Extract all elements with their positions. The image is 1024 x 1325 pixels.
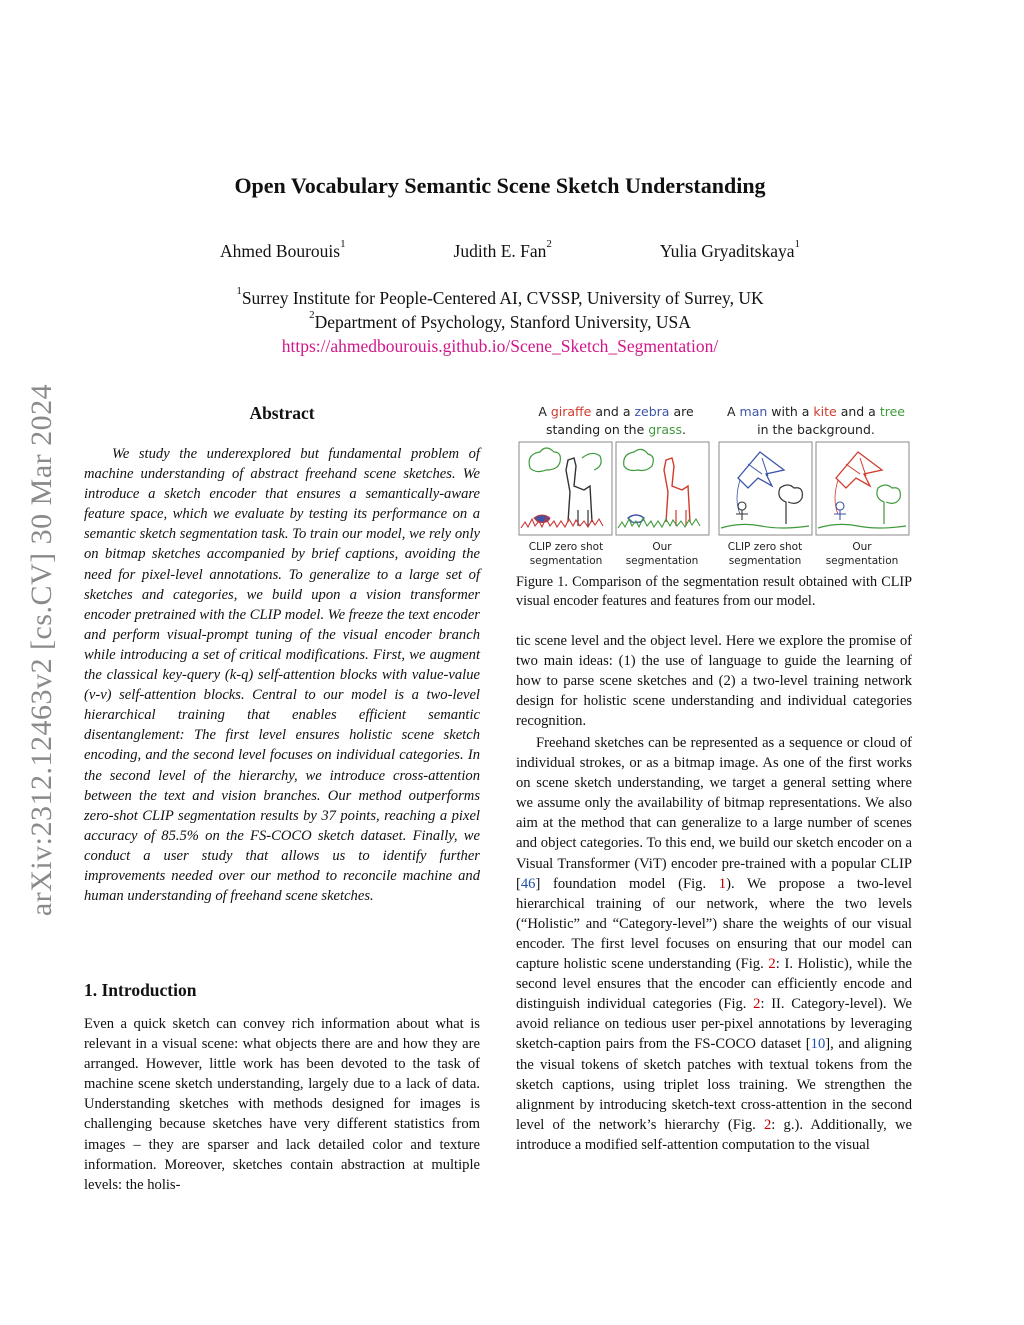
arxiv-identifier: [22, 350, 62, 950]
sketch-panel-clip-kite: [719, 442, 812, 535]
figure-caption-right-line2: in the background.: [757, 422, 875, 437]
panel-label-4a: Our: [852, 541, 872, 553]
figure-1: [516, 400, 912, 615]
sketch-panel-ours-giraffe: [616, 442, 709, 535]
author: Yulia Gryaditskaya$^1$: [659, 238, 800, 261]
figure-reference-link[interactable]: 2: [764, 1116, 772, 1133]
figure-caption-right-line1: A man with a kite and a tree: [727, 404, 905, 419]
panel-label-4b: segmentation: [825, 555, 899, 567]
sketch-panel-clip-giraffe: [519, 442, 612, 535]
project-url-link[interactable]: https://ahmedbourouis.github.io/Scene_Sketch_Segmentation/: [281, 336, 719, 356]
intro-paragraph-2: Freehand sketches can be represented as a sequence or cloud of individual strokes, or as a bitmap image. As one of the first works on scene sketch understanding, we target a general setting where we assume only the availability of bitmap representations. We also aim at the method that can generalize to a large number of scenes and object categories. To this end, we build our sketch encoder on a Visual Transformer (ViT) encoder pre-trained with a popular CLIP [46] foundation model (Fig. 1). We propose a two-level hierarchical training of our network, where the two levels (“Holistic” and “Category-level”) share the weights of our visual encoder. The first level focuses on ensuring that our model can capture holistic scene understanding (Fig. 2: I. Holistic), while the second level ensures that the encoder can efficiently encode and distinguish individual categories (Fig. 2: II. Category-level). We avoid reliance on tedious user per-pixel annotations by leveraging sketch-caption pairs from the FS-COCO dataset [10], and aligning the visual tokens of sketch patches with textual tokens from the sketch captions, using triplet loss training. We strengthen the alignment by introducing sketch-text cross-attention in the second level of the network’s hierarchy (Fig. 2: g.). Additionally, we introduce a modified self-attention computation to the visual: [516, 735, 912, 1153]
panel-label-2a: Our: [652, 541, 672, 553]
figure-reference-link[interactable]: 1: [718, 875, 727, 892]
panel-label-3b: segmentation: [728, 555, 802, 567]
panel-label-2b: segmentation: [625, 555, 699, 567]
figure-reference-link[interactable]: 2: [753, 996, 761, 1013]
paper-title: Open Vocabulary Semantic Scene Sketch Understanding: [234, 173, 766, 198]
citation-link[interactable]: 10: [810, 1036, 826, 1053]
panel-label-3a: CLIP zero shot: [727, 541, 803, 553]
figure-1-illustration: [516, 400, 912, 575]
figure-reference-link[interactable]: 2: [768, 956, 776, 973]
author-list: [220, 238, 800, 262]
figure-1-caption: Figure 1. Comparison of the segmentation result obtained with CLIP visual encoder features and features from our model.: [516, 574, 912, 609]
intro-paragraph: Even a quick sketch can convey rich information about what is relevant in a visual scene: what objects there are and how they are arranged. However, little work has been devoted to the task of machine scene sketch understanding, largely due to a lack of data. Understanding sketches with methods designed for images is challenging because sketches have very different statistics from images – they are sparser and lack detailed color and texture information. Moreover, sketches contain abstraction at multiple levels: the holis-: [84, 1016, 480, 1193]
arxiv-identifier-text: arXiv:2312.12463v2 [cs.CV] 30 Mar 2024: [25, 383, 58, 917]
abstract-text: We study the underexplored but fundamental problem of machine understanding of abstract freehand scene sketches. We introduce a sketch encoder that ensures a semantically-aware feature space, which we evaluate by testing its performance on a semantic sketch segmentation task. To train our model, we rely only on bitmap sketches accompanied by brief captions, avoiding the need for pixel-level annotations. To generalize to a large set of sketches and categories, we build upon a vision transformer encoder pretrained with the CLIP model. We freeze the text encoder and perform visual-prompt tuning of the visual encoder branch while introducing a set of critical modifications. First, we augment the classical key-query (k-q) self-attention blocks with value-value (v-v) self-attention blocks. Central to our model is a two-level hierarchical training that enables efficient semantic disentanglement: The first level ensures holistic scene sketch encoding, and the second level focuses on individual categories. In the second level of the hierarchy, we introduce cross-attention between the text and vision branches. Our method outperforms zero-shot CLIP segmentation results by 37 points, reaching a pixel accuracy of 85.5% on the FS-COCO sketch dataset. Finally, we conduct a user study that allows us to identify further improvements needed over our method to reconcile machine and human understanding of freehand scene sketches.: [84, 446, 480, 905]
section-heading-introduction: 1. Introduction: [84, 980, 197, 1000]
affiliation-2: $^2$Department of Psychology, Stanford University, USA: [309, 309, 691, 332]
panel-label-1a: CLIP zero shot: [528, 541, 604, 553]
author: Ahmed Bourouis$^1$: [220, 238, 346, 261]
figure-caption-left-line2: standing on the grass.: [545, 422, 687, 437]
abstract-heading: Abstract: [249, 403, 315, 423]
figure-caption-left-line1: A giraffe and a zebra are: [538, 404, 694, 419]
sketch-panel-ours-kite: [816, 442, 909, 535]
citation-link[interactable]: 46: [520, 875, 536, 892]
panel-label-1b: segmentation: [529, 555, 603, 567]
affiliation-1: $^1$Surrey Institute for People-Centered AI, CVSSP, University of Surrey, UK: [236, 285, 764, 308]
intro-paragraph-continued: tic scene level and the object level. Here we explore the promise of two main ideas: (1) the use of language to guide the learning of how to parse scene sketches and (2) a two-level training network design for holistic scene understanding and individual categories recognition.: [516, 633, 912, 730]
author: Judith E. Fan$^2$: [453, 238, 552, 261]
